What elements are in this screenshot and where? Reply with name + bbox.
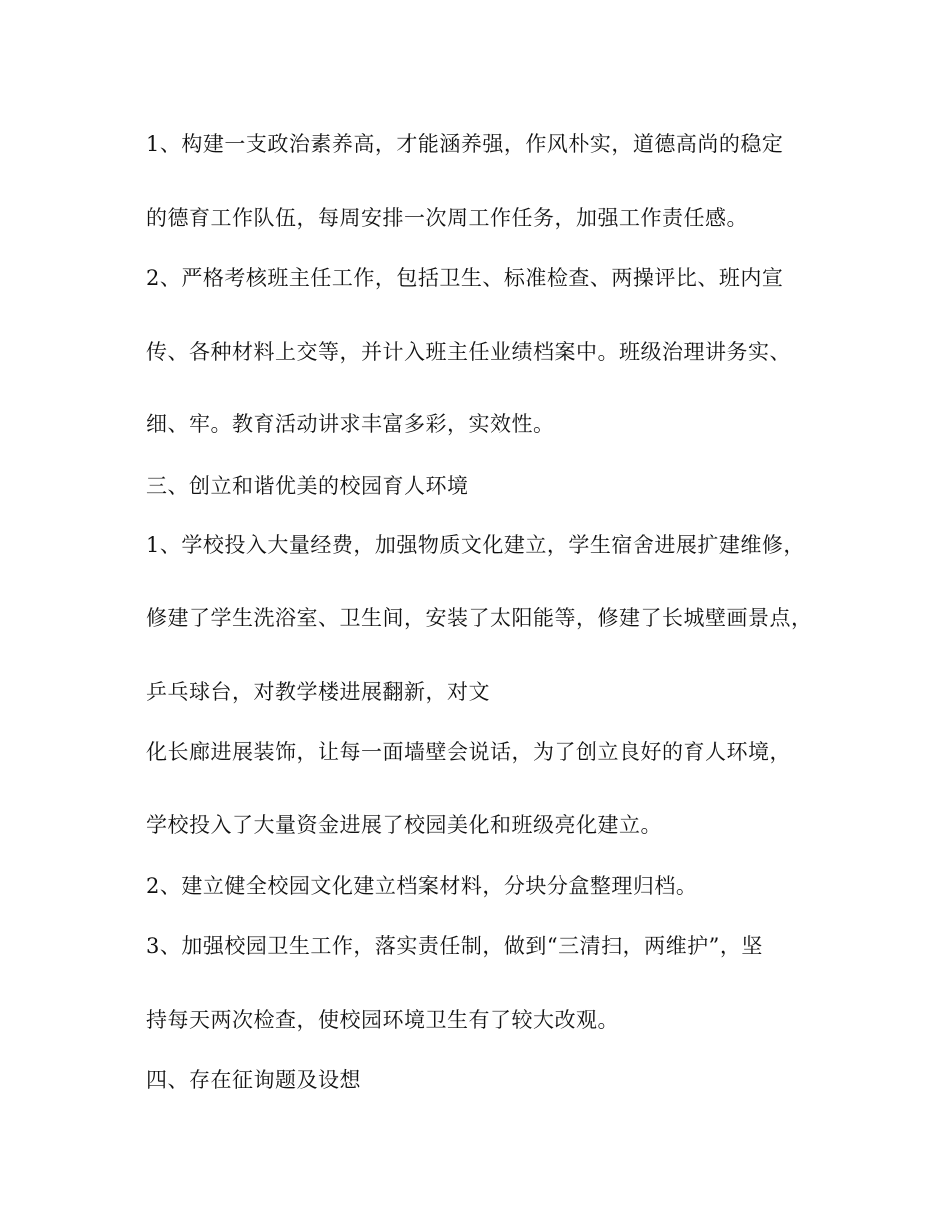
paragraph-line: 2、建立健全校园文化建立档案材料，分块分盒整理归档。 [146,874,698,898]
paragraph-line: 传、各种材料上交等，并计入班主任业绩档案中。班级治理讲务实、 [146,340,791,364]
paragraph-line: 2、严格考核班主任工作，包括卫生、标准检查、两操评比、班内宣 [146,266,784,290]
paragraph-line: 持每天两次检查，使校园环境卫生有了较大改观。 [146,1008,619,1032]
paragraph-line: 学校投入了大量资金进展了校园美化和班级亮化建立。 [146,813,662,837]
paragraph-line: 化长廊进展装饰，让每一面墙壁会说话，为了创立良好的育人环境， [146,740,791,764]
paragraph-line: 细、牢。教育活动讲求丰富多彩，实效性。 [146,412,555,436]
paragraph-line: 1、学校投入大量经费，加强物质文化建立，学生宿舍进展扩建维修， [146,533,805,557]
section-heading: 四、存在征询题及设想 [146,1068,361,1092]
paragraph-line: 乒乓球台，对教学楼进展翻新，对文 [146,680,490,704]
paragraph-line: 1、构建一支政治素养高，才能涵养强，作风朴实，道德高尚的稳定 [146,132,784,156]
paragraph-line: 的德育工作队伍，每周安排一次周工作任务，加强工作责任感。 [146,206,748,230]
paragraph-line: 3、加强校园卫生工作，落实责任制，做到“三清扫，两维护”，坚 [146,934,763,958]
section-heading: 三、创立和谐优美的校园育人环境 [146,474,469,498]
paragraph-line: 修建了学生洗浴室、卫生间，安装了太阳能等，修建了长城壁画景点， [146,606,813,630]
